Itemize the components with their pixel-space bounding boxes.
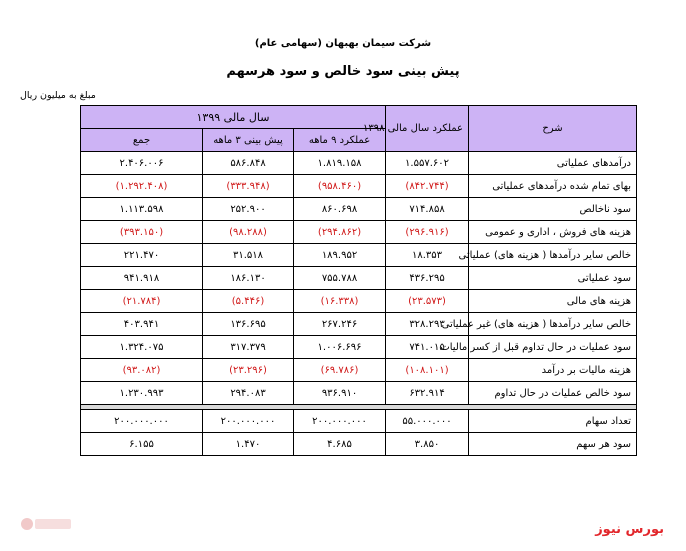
row-label: خالص سایر درآمدها ( هزینه های) عملیاتی bbox=[469, 244, 637, 267]
cell-v1398: ۷۴۱.۰۱۵ bbox=[386, 336, 469, 359]
row-label: درآمدهای عملیاتی bbox=[469, 152, 637, 175]
col-header-3m: پیش بینی ۳ ماهه bbox=[203, 129, 294, 152]
cell-v3m: (۹۸.۲۸۸) bbox=[203, 221, 294, 244]
table-row bbox=[81, 267, 637, 290]
cell-v9m: ۱.۰۰۶.۶۹۶ bbox=[294, 336, 386, 359]
cell-total: ۴۰۳.۹۴۱ bbox=[81, 313, 203, 336]
cell-total: (۱.۲۹۲.۴۰۸) bbox=[81, 175, 203, 198]
cell-total: ۹۴۱.۹۱۸ bbox=[81, 267, 203, 290]
cell-v9m: ۱.۸۱۹.۱۵۸ bbox=[294, 152, 386, 175]
cell-v9m: (۶۹.۷۸۶) bbox=[294, 359, 386, 382]
cell-total: ۶.۱۵۵ bbox=[81, 433, 203, 456]
cell-v3m: ۳۱۷.۳۷۹ bbox=[203, 336, 294, 359]
cell-v1398: ۱۸.۳۵۳ bbox=[386, 244, 469, 267]
cell-v9m: (۲۹۴.۸۶۲) bbox=[294, 221, 386, 244]
cell-v3m: ۲۰۰.۰۰۰.۰۰۰ bbox=[203, 410, 294, 433]
table-row bbox=[81, 313, 637, 336]
cell-v3m: ۱.۴۷۰ bbox=[203, 433, 294, 456]
cell-v1398: ۱.۵۵۷.۶۰۲ bbox=[386, 152, 469, 175]
cell-v3m: ۵۸۶.۸۴۸ bbox=[203, 152, 294, 175]
cell-total: ۱.۱۱۳.۵۹۸ bbox=[81, 198, 203, 221]
cell-v3m: ۳۱.۵۱۸ bbox=[203, 244, 294, 267]
table-row bbox=[81, 433, 637, 456]
col-header-total: جمع bbox=[81, 129, 203, 152]
cell-v9m: ۲۰۰.۰۰۰.۰۰۰ bbox=[294, 410, 386, 433]
cell-v3m: ۱۸۶.۱۳۰ bbox=[203, 267, 294, 290]
row-label: سود ناخالص bbox=[469, 198, 637, 221]
cell-total: ۲۲۱.۴۷۰ bbox=[81, 244, 203, 267]
cell-v1398: ۴۳۶.۲۹۵ bbox=[386, 267, 469, 290]
table-row bbox=[81, 244, 637, 267]
cell-v9m: ۱۸۹.۹۵۲ bbox=[294, 244, 386, 267]
cell-v9m: ۹۳۶.۹۱۰ bbox=[294, 382, 386, 405]
cell-total: (۳۹۳.۱۵۰) bbox=[81, 221, 203, 244]
table-row bbox=[81, 336, 637, 359]
cell-v3m: (۳۳۳.۹۴۸) bbox=[203, 175, 294, 198]
cell-v1398: ۵۵.۰۰۰.۰۰۰ bbox=[386, 410, 469, 433]
row-label: بهای تمام شده درآمدهای عملیاتی bbox=[469, 175, 637, 198]
cell-total: ۱.۲۳۰.۹۹۳ bbox=[81, 382, 203, 405]
cell-v1398: ۶۳۲.۹۱۴ bbox=[386, 382, 469, 405]
cell-total: ۲۰۰.۰۰۰.۰۰۰ bbox=[81, 410, 203, 433]
brand-logo: بورس نیوز bbox=[595, 522, 664, 537]
company-name: شرکت سیمان بهبهان (سهامی عام) bbox=[254, 38, 432, 49]
report-title: پیش بینی سود خالص و سود هرسهم bbox=[226, 64, 460, 79]
cell-total: ۱.۳۲۴.۰۷۵ bbox=[81, 336, 203, 359]
table-row bbox=[81, 410, 637, 433]
cell-v9m: (۱۶.۳۳۸) bbox=[294, 290, 386, 313]
cell-v1398: ۷۱۴.۸۵۸ bbox=[386, 198, 469, 221]
table-row bbox=[81, 175, 637, 198]
row-label: سود هر سهم bbox=[469, 433, 637, 456]
cell-total: (۹۳.۰۸۲) bbox=[81, 359, 203, 382]
row-label: هزینه های مالی bbox=[469, 290, 637, 313]
table-row bbox=[81, 382, 637, 405]
table-row bbox=[81, 198, 637, 221]
cell-v9m: (۹۵۸.۴۶۰) bbox=[294, 175, 386, 198]
cell-v3m: (۲۳.۲۹۶) bbox=[203, 359, 294, 382]
table-row bbox=[81, 359, 637, 382]
table-row bbox=[81, 221, 637, 244]
row-label: تعداد سهام bbox=[469, 410, 637, 433]
cell-total: ۲.۴۰۶.۰۰۶ bbox=[81, 152, 203, 175]
cell-v9m: ۷۵۵.۷۸۸ bbox=[294, 267, 386, 290]
cell-v1398: (۸۴۲.۷۴۴) bbox=[386, 175, 469, 198]
row-label: سود عملیات در حال تداوم قبل از کسر مالیات bbox=[469, 336, 637, 359]
col-header-9m: عملکرد ۹ ماهه bbox=[294, 129, 386, 152]
row-label: خالص سایر درآمدها ( هزینه های) غیر عملیاتی bbox=[469, 313, 637, 336]
cell-v3m: ۱۳۶.۶۹۵ bbox=[203, 313, 294, 336]
cell-v9m: ۸۶۰.۶۹۸ bbox=[294, 198, 386, 221]
table-row bbox=[81, 152, 637, 175]
row-label: سود خالص عملیات در حال تداوم bbox=[469, 382, 637, 405]
cell-v1398: (۲۹۶.۹۱۶) bbox=[386, 221, 469, 244]
financial-table bbox=[80, 105, 637, 456]
unit-note: مبلغ به میلیون ریال bbox=[20, 90, 96, 101]
cell-v9m: ۴.۶۸۵ bbox=[294, 433, 386, 456]
cell-v3m: ۲۹۴.۰۸۳ bbox=[203, 382, 294, 405]
col-header-1398: عملکرد سال مالی ۱۳۹۸ bbox=[386, 106, 469, 152]
cell-v1398: ۳۲۸.۲۹۳ bbox=[386, 313, 469, 336]
row-label: هزینه های فروش ، اداری و عمومی bbox=[469, 221, 637, 244]
cell-total: (۲۱.۷۸۴) bbox=[81, 290, 203, 313]
col-header-1399: سال مالی ۱۳۹۹ bbox=[81, 106, 386, 129]
cell-v3m: ۲۵۲.۹۰۰ bbox=[203, 198, 294, 221]
cell-v1398: ۳.۸۵۰ bbox=[386, 433, 469, 456]
row-label: هزینه مالیات بر درآمد bbox=[469, 359, 637, 382]
col-header-description: شرح bbox=[469, 106, 637, 152]
cell-v1398: (۱۰۸.۱۰۱) bbox=[386, 359, 469, 382]
row-label: سود عملیاتی bbox=[469, 267, 637, 290]
cell-v9m: ۲۶۷.۲۴۶ bbox=[294, 313, 386, 336]
cell-v3m: (۵.۴۴۶) bbox=[203, 290, 294, 313]
logo-watermark-icon bbox=[20, 510, 74, 536]
cell-v1398: (۲۳.۵۷۳) bbox=[386, 290, 469, 313]
table-row bbox=[81, 290, 637, 313]
